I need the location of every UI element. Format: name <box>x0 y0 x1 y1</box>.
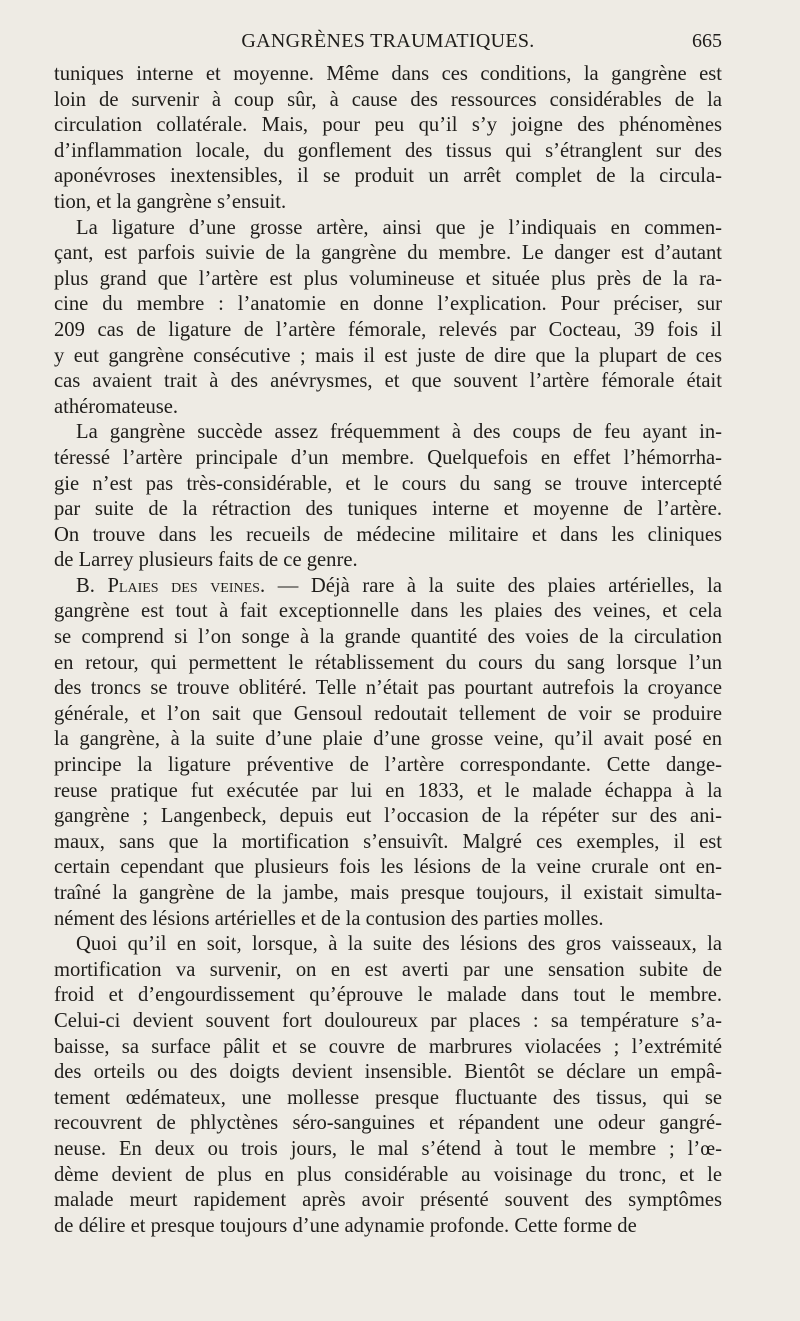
text-line: par suite de la rétraction des tuniques interne et moyenne de l’artère. <box>54 498 722 521</box>
text-line: gie n’est pas très-considérable, et le cours du sang se trouve intercepté <box>54 472 722 495</box>
text-line: aponévroses inextensibles, il se produit un arrêt complet de la circula- <box>54 165 722 188</box>
text-line: 209 cas de ligature de l’artère fémorale, relevés par Cocteau, 39 fois il <box>54 318 722 341</box>
text-line: gangrène ; Langenbeck, depuis eut l’occasion de la répéter sur des ani- <box>54 805 722 828</box>
text-line: loin de survenir à coup sûr, à cause des ressources considérables de la <box>54 88 722 111</box>
paragraph <box>54 420 722 574</box>
text-line <box>54 574 722 600</box>
text-line: cas avaient trait à des anévrysmes, et que souvent l’artère fémorale était <box>54 370 722 393</box>
text-line: tion, et la gangrène s’ensuit. <box>54 190 287 213</box>
line-text: — Déjà rare à la suite des plaies artérielles, la <box>265 574 722 597</box>
text-line: tuniques interne et moyenne. Même dans ces conditions, la gangrène est <box>54 63 722 85</box>
text-line: On trouve dans les recueils de médecine militaire et dans les cliniques <box>54 523 722 546</box>
text-line: des troncs se trouve oblitéré. Telle n’était pas pourtant autrefois la croyance <box>54 677 722 700</box>
text-line: principe la ligature préventive de l’artère correspondante. Cette dange- <box>54 754 722 777</box>
paragraph <box>54 574 722 932</box>
paragraph <box>54 932 722 1239</box>
text-line: traîné la gangrène de la jambe, mais presque toujours, il existait simulta- <box>54 882 722 904</box>
text-line: Celui-ci devient souvent fort douloureux par places : sa température s’a- <box>54 1009 722 1032</box>
text-line: de délire et presque toujours d’une adynamie profonde. Cette forme de <box>54 1214 637 1237</box>
text-line: d’inflammation locale, du gonflement des tissus qui s’étranglent sur des <box>54 139 722 162</box>
text-line: des orteils ou des doigts devient insensible. Bientôt se déclare un empâ- <box>54 1061 722 1084</box>
text-line: La gangrène succède assez fréquemment à des coups de feu ayant in- <box>76 421 722 444</box>
text-line: téressé l’artère principale d’un membre. Quelquefois en effet l’hémorrha- <box>54 446 722 469</box>
text-line: générale, et l’on sait que Gensoul redoutait tellement de voir se produire <box>54 702 722 725</box>
text-line: neuse. En deux ou trois jours, le mal s’étend à tout le membre ; l’œ- <box>54 1137 722 1160</box>
section-heading: B. Plaies des veines. <box>76 574 266 597</box>
text-line: reuse pratique fut exécutée par lui en 1833, et le malade échappa à la <box>54 779 722 802</box>
text-line: la gangrène, à la suite d’une plaie d’une grosse veine, qu’il avait posé en <box>54 728 722 751</box>
paragraph <box>54 216 722 421</box>
text-line: recouvrent de phlyctènes séro-sanguines et répandent une odeur gangré- <box>54 1112 722 1135</box>
page-number: 665 <box>692 30 722 52</box>
text-line: se comprend si l’on songe à la grande quantité des voies de la circulation <box>54 626 722 649</box>
body-text <box>54 62 722 1239</box>
text-line: Quoi qu’il en soit, lorsque, à la suite des lésions des gros vaisseaux, la <box>76 933 722 956</box>
running-title: GANGRÈNES TRAUMATIQUES. <box>241 30 535 52</box>
text-line: circulation collatérale. Mais, pour peu qu’il s’y joigne des phénomènes <box>54 114 722 137</box>
text-line: plus grand que l’artère est plus volumineuse et située plus près de la ra- <box>54 267 722 290</box>
text-line: çant, est parfois suivie de la gangrène du membre. Le danger est d’autant <box>54 242 722 265</box>
text-line: gangrène est tout à fait exceptionnelle dans les plaies des veines, et cela <box>54 600 722 623</box>
text-line: baisse, sa surface pâlit et se couvre de marbrures violacées ; l’extrémité <box>54 1035 722 1058</box>
text-line: athéromateuse. <box>54 395 179 418</box>
text-line: certain cependant que plusieurs fois les lésions de la veine crurale ont en- <box>54 856 722 879</box>
text-line: dème devient de plus en plus considérable au voisinage du tronc, et le <box>54 1163 722 1186</box>
text-line: cine du membre : l’anatomie en donne l’explication. Pour préciser, sur <box>54 293 722 316</box>
text-line: y eut gangrène consécutive ; mais il est juste de dire que la plupart de ces <box>54 344 722 367</box>
text-line: La ligature d’une grosse artère, ainsi que je l’indiquais en commen- <box>76 216 722 239</box>
paragraph <box>54 62 722 216</box>
text-line: maux, sans que la mortification s’ensuivît. Malgré ces exemples, il est <box>54 830 722 853</box>
text-line: de Larrey plusieurs faits de ce genre. <box>54 549 358 572</box>
text-line: mortification va survenir, on en est averti par une sensation subite de <box>54 958 722 981</box>
text-line: tement œdémateux, une mollesse presque fluctuante des tissus, qui se <box>54 1086 722 1109</box>
text-line: malade meurt rapidement après avoir présenté souvent des symptômes <box>54 1189 722 1212</box>
text-line: nément des lésions artérielles et de la contusion des parties molles. <box>54 907 604 930</box>
page-header <box>54 30 722 60</box>
text-line: froid et d’engourdissement qu’éprouve le malade dans tout le membre. <box>54 984 722 1007</box>
text-line: en retour, qui permettent le rétablissement du cours du sang lorsque l’un <box>54 651 722 674</box>
